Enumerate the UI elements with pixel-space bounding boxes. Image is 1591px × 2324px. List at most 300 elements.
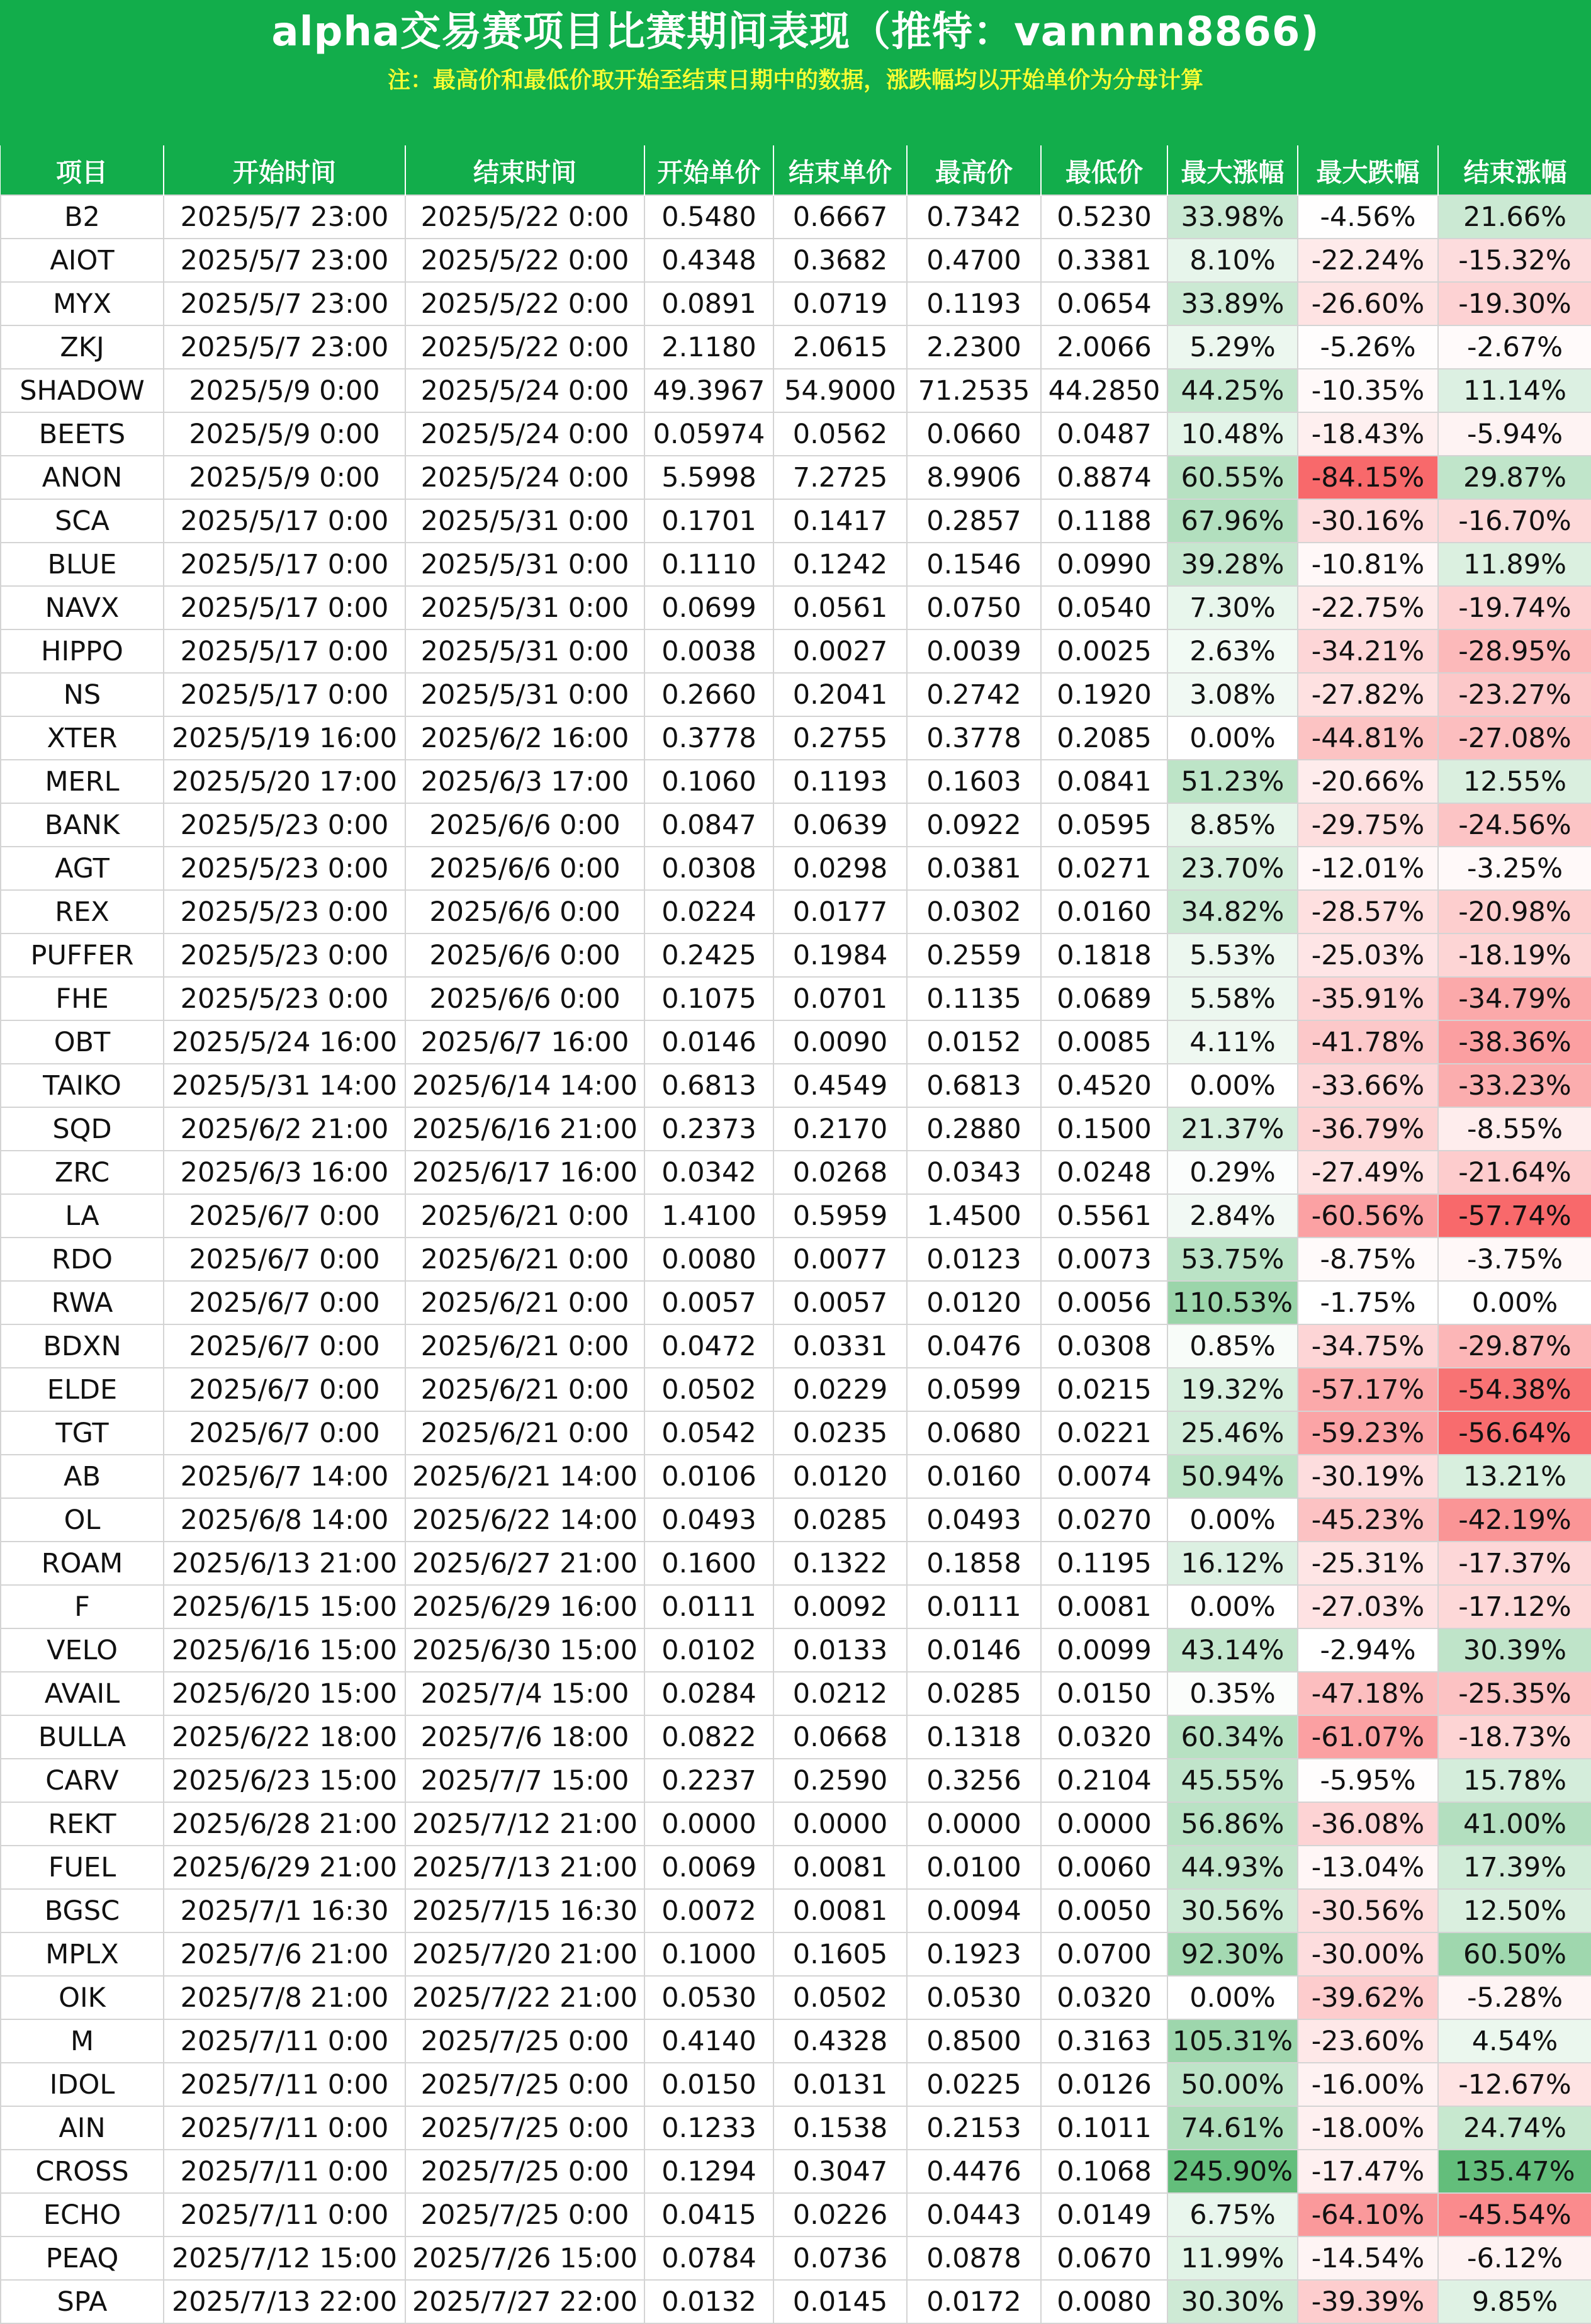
cell-end-time[interactable]: 2025/7/7 15:00	[405, 1759, 644, 1802]
cell-end-change[interactable]: 30.39%	[1438, 1628, 1591, 1672]
cell-start-price[interactable]: 0.2373	[644, 1107, 773, 1151]
table-row[interactable]	[1, 1238, 1591, 1281]
cell-end-time[interactable]: 2025/6/29 16:00	[405, 1585, 644, 1628]
cell-start-price[interactable]: 0.0342	[644, 1151, 773, 1194]
cell-end-change[interactable]: -24.56%	[1438, 803, 1591, 847]
cell-end-price[interactable]: 0.0077	[773, 1238, 907, 1281]
table-row[interactable]	[1, 1324, 1591, 1368]
cell-max-drop[interactable]: -39.62%	[1298, 1976, 1438, 2019]
col-header[interactable]: 开始时间	[164, 145, 405, 195]
table-row[interactable]	[1, 716, 1591, 760]
cell-low[interactable]: 0.3163	[1041, 2019, 1167, 2063]
cell-start-price[interactable]: 2.1180	[644, 325, 773, 369]
cell-max-drop[interactable]: -1.75%	[1298, 1281, 1438, 1324]
cell-end-change[interactable]: 13.21%	[1438, 1455, 1591, 1498]
cell-end-change[interactable]: -19.30%	[1438, 282, 1591, 325]
cell-end-change[interactable]: -20.98%	[1438, 890, 1591, 934]
table-row[interactable]	[1, 325, 1591, 369]
cell-high[interactable]: 0.1858	[907, 1542, 1041, 1585]
table-row[interactable]	[1, 543, 1591, 586]
cell-max-gain[interactable]: 23.70%	[1167, 847, 1298, 890]
cell-max-drop[interactable]: -64.10%	[1298, 2193, 1438, 2237]
cell-end-change[interactable]: -28.95%	[1438, 629, 1591, 673]
cell-high[interactable]: 0.2559	[907, 934, 1041, 977]
cell-max-gain[interactable]: 0.00%	[1167, 716, 1298, 760]
cell-end-price[interactable]: 0.4328	[773, 2019, 907, 2063]
cell-high[interactable]: 0.0343	[907, 1151, 1041, 1194]
cell-end-change[interactable]: -33.23%	[1438, 1064, 1591, 1107]
cell-low[interactable]: 2.0066	[1041, 325, 1167, 369]
table-row[interactable]	[1, 239, 1591, 282]
cell-low[interactable]: 0.1011	[1041, 2106, 1167, 2150]
cell-start-time[interactable]: 2025/5/20 17:00	[164, 760, 405, 803]
cell-low[interactable]: 0.4520	[1041, 1064, 1167, 1107]
cell-end-price[interactable]: 0.2041	[773, 673, 907, 716]
cell-end-time[interactable]: 2025/6/27 21:00	[405, 1542, 644, 1585]
cell-max-gain[interactable]: 2.84%	[1167, 1194, 1298, 1238]
cell-low[interactable]: 0.0050	[1041, 1889, 1167, 1932]
cell-project[interactable]: AIN	[1, 2106, 164, 2150]
cell-low[interactable]: 0.0270	[1041, 1498, 1167, 1542]
cell-start-price[interactable]: 0.0891	[644, 282, 773, 325]
col-header[interactable]: 结束涨幅	[1438, 145, 1591, 195]
col-header[interactable]: 最低价	[1041, 145, 1167, 195]
cell-start-price[interactable]: 0.0699	[644, 586, 773, 629]
cell-start-time[interactable]: 2025/5/23 0:00	[164, 890, 405, 934]
cell-high[interactable]: 0.0225	[907, 2063, 1041, 2106]
table-row[interactable]	[1, 499, 1591, 543]
cell-high[interactable]: 0.0530	[907, 1976, 1041, 2019]
cell-end-price[interactable]: 0.6667	[773, 195, 907, 239]
cell-max-gain[interactable]: 67.96%	[1167, 499, 1298, 543]
cell-start-price[interactable]: 0.0072	[644, 1889, 773, 1932]
cell-low[interactable]: 0.0248	[1041, 1151, 1167, 1194]
cell-max-drop[interactable]: -5.95%	[1298, 1759, 1438, 1802]
cell-start-time[interactable]: 2025/6/8 14:00	[164, 1498, 405, 1542]
cell-end-price[interactable]: 0.0081	[773, 1846, 907, 1889]
table-row[interactable]	[1, 2019, 1591, 2063]
cell-end-time[interactable]: 2025/5/22 0:00	[405, 195, 644, 239]
cell-start-time[interactable]: 2025/5/23 0:00	[164, 934, 405, 977]
cell-end-price[interactable]: 0.0226	[773, 2193, 907, 2237]
cell-start-time[interactable]: 2025/5/17 0:00	[164, 543, 405, 586]
cell-high[interactable]: 0.8500	[907, 2019, 1041, 2063]
cell-start-price[interactable]: 0.1294	[644, 2150, 773, 2193]
table-row[interactable]	[1, 1455, 1591, 1498]
cell-max-gain[interactable]: 45.55%	[1167, 1759, 1298, 1802]
cell-high[interactable]: 0.0000	[907, 1802, 1041, 1846]
table-row[interactable]	[1, 629, 1591, 673]
cell-high[interactable]: 0.0146	[907, 1628, 1041, 1672]
cell-project[interactable]: SHADOW	[1, 369, 164, 412]
table-row[interactable]	[1, 195, 1591, 239]
cell-start-time[interactable]: 2025/5/23 0:00	[164, 847, 405, 890]
cell-max-drop[interactable]: -5.26%	[1298, 325, 1438, 369]
cell-end-time[interactable]: 2025/7/13 21:00	[405, 1846, 644, 1889]
cell-max-gain[interactable]: 4.11%	[1167, 1020, 1298, 1064]
cell-max-gain[interactable]: 7.30%	[1167, 586, 1298, 629]
cell-project[interactable]: ZRC	[1, 1151, 164, 1194]
cell-end-time[interactable]: 2025/5/31 0:00	[405, 586, 644, 629]
cell-start-price[interactable]: 0.05974	[644, 412, 773, 456]
cell-start-time[interactable]: 2025/6/7 0:00	[164, 1281, 405, 1324]
cell-max-gain[interactable]: 0.85%	[1167, 1324, 1298, 1368]
table-row[interactable]	[1, 2193, 1591, 2237]
cell-high[interactable]: 0.1193	[907, 282, 1041, 325]
cell-max-gain[interactable]: 3.08%	[1167, 673, 1298, 716]
cell-max-drop[interactable]: -60.56%	[1298, 1194, 1438, 1238]
cell-start-price[interactable]: 0.0146	[644, 1020, 773, 1064]
table-row[interactable]	[1, 1759, 1591, 1802]
cell-low[interactable]: 0.2104	[1041, 1759, 1167, 1802]
cell-end-price[interactable]: 0.1538	[773, 2106, 907, 2150]
cell-max-gain[interactable]: 0.00%	[1167, 1498, 1298, 1542]
table-row[interactable]	[1, 2106, 1591, 2150]
cell-high[interactable]: 0.0476	[907, 1324, 1041, 1368]
cell-project[interactable]: FUEL	[1, 1846, 164, 1889]
table-row[interactable]	[1, 1542, 1591, 1585]
cell-low[interactable]: 0.0841	[1041, 760, 1167, 803]
table-row[interactable]	[1, 847, 1591, 890]
cell-max-gain[interactable]: 53.75%	[1167, 1238, 1298, 1281]
col-header[interactable]: 结束时间	[405, 145, 644, 195]
cell-high[interactable]: 0.4700	[907, 239, 1041, 282]
cell-end-time[interactable]: 2025/6/21 14:00	[405, 1455, 644, 1498]
cell-low[interactable]: 0.0689	[1041, 977, 1167, 1020]
cell-project[interactable]: NAVX	[1, 586, 164, 629]
cell-end-change[interactable]: -18.19%	[1438, 934, 1591, 977]
cell-high[interactable]: 0.0152	[907, 1020, 1041, 1064]
cell-end-change[interactable]: -25.35%	[1438, 1672, 1591, 1715]
cell-max-gain[interactable]: 0.00%	[1167, 1976, 1298, 2019]
cell-start-price[interactable]: 0.1000	[644, 1932, 773, 1976]
cell-end-price[interactable]: 0.3047	[773, 2150, 907, 2193]
cell-end-price[interactable]: 7.2725	[773, 456, 907, 499]
cell-end-price[interactable]: 0.2590	[773, 1759, 907, 1802]
cell-end-time[interactable]: 2025/6/21 0:00	[405, 1194, 644, 1238]
cell-project[interactable]: OIK	[1, 1976, 164, 2019]
cell-start-price[interactable]: 0.0847	[644, 803, 773, 847]
table-row[interactable]	[1, 1715, 1591, 1759]
cell-low[interactable]: 0.2085	[1041, 716, 1167, 760]
cell-low[interactable]: 0.0700	[1041, 1932, 1167, 1976]
cell-low[interactable]: 0.0099	[1041, 1628, 1167, 1672]
cell-project[interactable]: BGSC	[1, 1889, 164, 1932]
cell-max-drop[interactable]: -61.07%	[1298, 1715, 1438, 1759]
cell-max-drop[interactable]: -4.56%	[1298, 195, 1438, 239]
cell-end-time[interactable]: 2025/7/12 21:00	[405, 1802, 644, 1846]
table-row[interactable]	[1, 282, 1591, 325]
cell-project[interactable]: SCA	[1, 499, 164, 543]
cell-start-price[interactable]: 0.3778	[644, 716, 773, 760]
cell-end-price[interactable]: 0.0561	[773, 586, 907, 629]
cell-project[interactable]: NS	[1, 673, 164, 716]
cell-max-gain[interactable]: 56.86%	[1167, 1802, 1298, 1846]
cell-low[interactable]: 0.0081	[1041, 1585, 1167, 1628]
cell-end-change[interactable]: -6.12%	[1438, 2237, 1591, 2280]
cell-start-time[interactable]: 2025/6/16 15:00	[164, 1628, 405, 1672]
cell-low[interactable]: 0.0540	[1041, 586, 1167, 629]
cell-start-time[interactable]: 2025/5/31 14:00	[164, 1064, 405, 1107]
cell-project[interactable]: FHE	[1, 977, 164, 1020]
cell-start-time[interactable]: 2025/5/23 0:00	[164, 977, 405, 1020]
cell-end-change[interactable]: 60.50%	[1438, 1932, 1591, 1976]
cell-max-drop[interactable]: -36.08%	[1298, 1802, 1438, 1846]
cell-end-price[interactable]: 0.0081	[773, 1889, 907, 1932]
cell-low[interactable]: 0.1188	[1041, 499, 1167, 543]
cell-start-time[interactable]: 2025/7/12 15:00	[164, 2237, 405, 2280]
cell-end-time[interactable]: 2025/5/31 0:00	[405, 629, 644, 673]
cell-high[interactable]: 0.0285	[907, 1672, 1041, 1715]
cell-low[interactable]: 0.0150	[1041, 1672, 1167, 1715]
cell-project[interactable]: SQD	[1, 1107, 164, 1151]
cell-end-change[interactable]: -5.28%	[1438, 1976, 1591, 2019]
cell-max-drop[interactable]: -22.75%	[1298, 586, 1438, 629]
cell-end-price[interactable]: 0.3682	[773, 239, 907, 282]
cell-low[interactable]: 0.1195	[1041, 1542, 1167, 1585]
cell-project[interactable]: BLUE	[1, 543, 164, 586]
table-row[interactable]	[1, 412, 1591, 456]
cell-max-drop[interactable]: -57.17%	[1298, 1368, 1438, 1411]
cell-start-price[interactable]: 0.0415	[644, 2193, 773, 2237]
cell-end-time[interactable]: 2025/6/16 21:00	[405, 1107, 644, 1151]
cell-end-price[interactable]: 0.0092	[773, 1585, 907, 1628]
table-row[interactable]	[1, 1194, 1591, 1238]
cell-high[interactable]: 2.2300	[907, 325, 1041, 369]
table-row[interactable]	[1, 2280, 1591, 2323]
cell-start-time[interactable]: 2025/6/7 0:00	[164, 1411, 405, 1455]
cell-project[interactable]: ZKJ	[1, 325, 164, 369]
table-row[interactable]	[1, 1411, 1591, 1455]
cell-end-change[interactable]: 11.89%	[1438, 543, 1591, 586]
cell-max-gain[interactable]: 74.61%	[1167, 2106, 1298, 2150]
cell-end-change[interactable]: -17.37%	[1438, 1542, 1591, 1585]
cell-high[interactable]: 0.0922	[907, 803, 1041, 847]
cell-low[interactable]: 0.0308	[1041, 1324, 1167, 1368]
cell-end-time[interactable]: 2025/7/20 21:00	[405, 1932, 644, 1976]
cell-start-time[interactable]: 2025/6/15 15:00	[164, 1585, 405, 1628]
cell-end-change[interactable]: -3.75%	[1438, 1238, 1591, 1281]
cell-start-price[interactable]: 0.0150	[644, 2063, 773, 2106]
cell-end-change[interactable]: 9.85%	[1438, 2280, 1591, 2323]
cell-end-change[interactable]: -57.74%	[1438, 1194, 1591, 1238]
cell-start-time[interactable]: 2025/5/17 0:00	[164, 629, 405, 673]
cell-project[interactable]: HIPPO	[1, 629, 164, 673]
cell-project[interactable]: TGT	[1, 1411, 164, 1455]
cell-end-price[interactable]: 0.0562	[773, 412, 907, 456]
cell-end-price[interactable]: 0.1417	[773, 499, 907, 543]
cell-max-drop[interactable]: -45.23%	[1298, 1498, 1438, 1542]
cell-high[interactable]: 0.0381	[907, 847, 1041, 890]
cell-project[interactable]: IDOL	[1, 2063, 164, 2106]
cell-project[interactable]: BULLA	[1, 1715, 164, 1759]
cell-end-change[interactable]: -8.55%	[1438, 1107, 1591, 1151]
cell-end-price[interactable]: 0.0701	[773, 977, 907, 1020]
cell-max-gain[interactable]: 5.58%	[1167, 977, 1298, 1020]
cell-high[interactable]: 0.3256	[907, 1759, 1041, 1802]
cell-end-time[interactable]: 2025/5/31 0:00	[405, 543, 644, 586]
cell-start-price[interactable]: 0.2237	[644, 1759, 773, 1802]
table-row[interactable]	[1, 1889, 1591, 1932]
cell-low[interactable]: 0.1818	[1041, 934, 1167, 977]
cell-end-change[interactable]: 12.50%	[1438, 1889, 1591, 1932]
cell-end-price[interactable]: 0.1322	[773, 1542, 907, 1585]
cell-max-drop[interactable]: -2.94%	[1298, 1628, 1438, 1672]
cell-low[interactable]: 44.2850	[1041, 369, 1167, 412]
cell-end-time[interactable]: 2025/6/21 0:00	[405, 1411, 644, 1455]
table-row[interactable]	[1, 1585, 1591, 1628]
cell-start-time[interactable]: 2025/6/23 15:00	[164, 1759, 405, 1802]
cell-end-change[interactable]: -17.12%	[1438, 1585, 1591, 1628]
cell-max-drop[interactable]: -25.31%	[1298, 1542, 1438, 1585]
cell-end-change[interactable]: -42.19%	[1438, 1498, 1591, 1542]
cell-end-price[interactable]: 0.0736	[773, 2237, 907, 2280]
cell-end-change[interactable]: -2.67%	[1438, 325, 1591, 369]
cell-max-gain[interactable]: 21.37%	[1167, 1107, 1298, 1151]
cell-start-price[interactable]: 0.0542	[644, 1411, 773, 1455]
cell-end-change[interactable]: -34.79%	[1438, 977, 1591, 1020]
cell-max-drop[interactable]: -25.03%	[1298, 934, 1438, 977]
cell-start-time[interactable]: 2025/7/1 16:30	[164, 1889, 405, 1932]
cell-start-price[interactable]: 0.4140	[644, 2019, 773, 2063]
cell-high[interactable]: 0.3778	[907, 716, 1041, 760]
cell-max-gain[interactable]: 0.29%	[1167, 1151, 1298, 1194]
cell-project[interactable]: REX	[1, 890, 164, 934]
cell-end-change[interactable]: -56.64%	[1438, 1411, 1591, 1455]
cell-end-time[interactable]: 2025/6/2 16:00	[405, 716, 644, 760]
cell-max-drop[interactable]: -30.56%	[1298, 1889, 1438, 1932]
cell-end-time[interactable]: 2025/6/21 0:00	[405, 1238, 644, 1281]
cell-end-change[interactable]: -16.70%	[1438, 499, 1591, 543]
cell-end-time[interactable]: 2025/6/6 0:00	[405, 934, 644, 977]
cell-end-price[interactable]: 0.1193	[773, 760, 907, 803]
cell-low[interactable]: 0.8874	[1041, 456, 1167, 499]
cell-end-price[interactable]: 0.0268	[773, 1151, 907, 1194]
cell-low[interactable]: 0.0320	[1041, 1715, 1167, 1759]
cell-low[interactable]: 0.5230	[1041, 195, 1167, 239]
cell-high[interactable]: 0.0878	[907, 2237, 1041, 2280]
cell-end-price[interactable]: 0.0000	[773, 1802, 907, 1846]
cell-end-price[interactable]: 0.0131	[773, 2063, 907, 2106]
cell-max-drop[interactable]: -35.91%	[1298, 977, 1438, 1020]
cell-project[interactable]: AIOT	[1, 239, 164, 282]
cell-end-price[interactable]: 0.1984	[773, 934, 907, 977]
cell-max-gain[interactable]: 33.89%	[1167, 282, 1298, 325]
cell-project[interactable]: TAIKO	[1, 1064, 164, 1107]
cell-end-time[interactable]: 2025/6/6 0:00	[405, 803, 644, 847]
cell-project[interactable]: CARV	[1, 1759, 164, 1802]
cell-low[interactable]: 0.0085	[1041, 1020, 1167, 1064]
cell-low[interactable]: 0.0654	[1041, 282, 1167, 325]
cell-end-price[interactable]: 0.0298	[773, 847, 907, 890]
cell-high[interactable]: 0.0100	[907, 1846, 1041, 1889]
cell-project[interactable]: MPLX	[1, 1932, 164, 1976]
cell-max-gain[interactable]: 60.34%	[1167, 1715, 1298, 1759]
table-row[interactable]	[1, 1672, 1591, 1715]
cell-max-drop[interactable]: -44.81%	[1298, 716, 1438, 760]
cell-start-price[interactable]: 0.2660	[644, 673, 773, 716]
cell-max-gain[interactable]: 5.29%	[1167, 325, 1298, 369]
cell-start-price[interactable]: 0.0224	[644, 890, 773, 934]
cell-end-time[interactable]: 2025/5/31 0:00	[405, 499, 644, 543]
cell-end-price[interactable]: 0.0145	[773, 2280, 907, 2323]
cell-start-time[interactable]: 2025/5/7 23:00	[164, 282, 405, 325]
cell-end-change[interactable]: 12.55%	[1438, 760, 1591, 803]
table-row[interactable]	[1, 2237, 1591, 2280]
cell-max-gain[interactable]: 245.90%	[1167, 2150, 1298, 2193]
cell-max-gain[interactable]: 19.32%	[1167, 1368, 1298, 1411]
cell-project[interactable]: ELDE	[1, 1368, 164, 1411]
cell-start-time[interactable]: 2025/5/9 0:00	[164, 456, 405, 499]
cell-project[interactable]: BDXN	[1, 1324, 164, 1368]
cell-max-drop[interactable]: -20.66%	[1298, 760, 1438, 803]
cell-low[interactable]: 0.0595	[1041, 803, 1167, 847]
cell-max-drop[interactable]: -26.60%	[1298, 282, 1438, 325]
cell-low[interactable]: 0.0160	[1041, 890, 1167, 934]
cell-start-time[interactable]: 2025/7/11 0:00	[164, 2193, 405, 2237]
cell-end-change[interactable]: -3.25%	[1438, 847, 1591, 890]
cell-low[interactable]: 0.0670	[1041, 2237, 1167, 2280]
cell-end-price[interactable]: 0.0090	[773, 1020, 907, 1064]
table-row[interactable]	[1, 2150, 1591, 2193]
cell-end-time[interactable]: 2025/7/26 15:00	[405, 2237, 644, 2280]
cell-start-time[interactable]: 2025/6/28 21:00	[164, 1802, 405, 1846]
cell-high[interactable]: 0.1923	[907, 1932, 1041, 1976]
cell-end-time[interactable]: 2025/6/21 0:00	[405, 1281, 644, 1324]
cell-project[interactable]: AGT	[1, 847, 164, 890]
cell-start-time[interactable]: 2025/6/7 0:00	[164, 1194, 405, 1238]
cell-end-change[interactable]: 11.14%	[1438, 369, 1591, 412]
cell-start-price[interactable]: 0.6813	[644, 1064, 773, 1107]
col-header[interactable]: 最高价	[907, 145, 1041, 195]
table-row[interactable]	[1, 1020, 1591, 1064]
cell-max-gain[interactable]: 105.31%	[1167, 2019, 1298, 2063]
cell-high[interactable]: 0.0302	[907, 890, 1041, 934]
cell-max-gain[interactable]: 92.30%	[1167, 1932, 1298, 1976]
cell-end-price[interactable]: 0.1605	[773, 1932, 907, 1976]
cell-end-time[interactable]: 2025/7/25 0:00	[405, 2193, 644, 2237]
cell-end-price[interactable]: 0.0235	[773, 1411, 907, 1455]
cell-low[interactable]: 0.0271	[1041, 847, 1167, 890]
cell-max-gain[interactable]: 8.10%	[1167, 239, 1298, 282]
cell-end-time[interactable]: 2025/5/24 0:00	[405, 456, 644, 499]
cell-end-price[interactable]: 0.0177	[773, 890, 907, 934]
cell-low[interactable]: 0.3381	[1041, 239, 1167, 282]
cell-project[interactable]: RDO	[1, 1238, 164, 1281]
cell-start-time[interactable]: 2025/5/24 16:00	[164, 1020, 405, 1064]
cell-end-price[interactable]: 0.4549	[773, 1064, 907, 1107]
cell-end-price[interactable]: 0.2755	[773, 716, 907, 760]
cell-max-drop[interactable]: -10.81%	[1298, 543, 1438, 586]
cell-max-gain[interactable]: 60.55%	[1167, 456, 1298, 499]
cell-start-time[interactable]: 2025/7/13 22:00	[164, 2280, 405, 2323]
cell-max-drop[interactable]: -10.35%	[1298, 369, 1438, 412]
cell-max-drop[interactable]: -27.49%	[1298, 1151, 1438, 1194]
cell-start-time[interactable]: 2025/7/11 0:00	[164, 2019, 405, 2063]
cell-start-time[interactable]: 2025/5/19 16:00	[164, 716, 405, 760]
cell-start-time[interactable]: 2025/7/8 21:00	[164, 1976, 405, 2019]
cell-low[interactable]: 0.0149	[1041, 2193, 1167, 2237]
cell-low[interactable]: 0.0074	[1041, 1455, 1167, 1498]
cell-start-price[interactable]: 0.1110	[644, 543, 773, 586]
cell-max-drop[interactable]: -22.24%	[1298, 239, 1438, 282]
table-row[interactable]	[1, 890, 1591, 934]
cell-high[interactable]: 0.0111	[907, 1585, 1041, 1628]
cell-max-drop[interactable]: -59.23%	[1298, 1411, 1438, 1455]
cell-max-drop[interactable]: -16.00%	[1298, 2063, 1438, 2106]
cell-max-drop[interactable]: -30.00%	[1298, 1932, 1438, 1976]
cell-end-change[interactable]: 21.66%	[1438, 195, 1591, 239]
